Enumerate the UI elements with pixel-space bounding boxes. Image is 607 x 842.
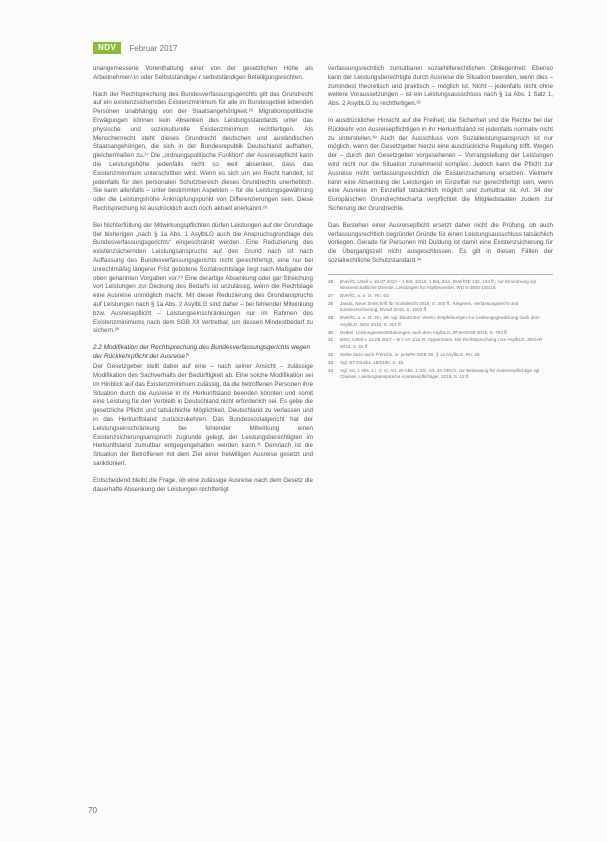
right-column	[328, 65, 553, 382]
paragraph: Entscheidend bleibt die Frage, ob eine zulässige Ausreise nach dem Gesetz die dauerhafte Absenkung der Leistungen rechtfertigt	[93, 476, 313, 493]
footnote	[328, 337, 553, 350]
paragraph: Der Gesetzgeber stellt dabei auf eine – nach seiner Ansicht – zulässige Modifikation des Sachverhalts der Bedürftigkeit ab. Eine solche Modifikation sei im Hinblick auf das Existenzminimum zulässig, da die betroffenen Personen ihre Situation durch die Ausreise in ihr Herkunftsland beenden könnten und somit eine Leistung für den Verbleib in Deutschland nicht erforderlich sei. Es gebe die gesetzliche Pflicht und tatsächliche Möglichkeit, Deutschland zu verlassen und in das Herkunftsland zurückzukehren. Das Bundessozialgericht hat der Leistungseinschränkung bei fehlender Mitwirkung einen Existenzsicherungsanspruch zugrunde gelegt, der Leistungsberechtigten im Herkunftsland zumutbar entgegengehalten werden kann.³¹ Demnach ist die Situation der Betroffenen mit dem Ziel einer freiwilligen Ausreise gesetzt und sanktioniert.	[93, 363, 313, 468]
footnote-text: Janda, Neue Zeitschrift für Sozialrecht 2016, S. 203 ff.; Kingreen, Verfassungsrecht und Existenzsicherung, NVwZ 2015, S. 1503 ff.	[340, 300, 519, 313]
footnote-text: BVerfG, a. a. O., Rn. 95; vgl. Deutscher Verein, Empfehlungen zur Leistungsgewährung nach dem AsylbLG, NDV 2015, S. 401 ff.	[340, 315, 540, 327]
footnote-text: BVerfG, Urteil v. 18.07.2012 – 1 BvL 10/10, 1 BvL 2/11, BVerfGE 132, 134 ff.; zur Einordnung vgl. Wissenschaftliche Dienste, Leistungen für Asylbewerber, WD 6-3000-145/16.	[340, 278, 538, 291]
footnote-number: 31	[328, 337, 334, 343]
footnote-text: Vgl. Art. 1 Abs. 1 i. V. m. Art. 20 Abs. 1 GG; Art. 34 GRCh; zur Bedeutung für Ausreisepflichtige vgl. Classen, Leistungsansprüche Ausreisepflichtiger, 2016, S. 12 ff.	[340, 367, 541, 380]
footnotes	[328, 274, 553, 381]
footnote	[328, 293, 553, 299]
footnote	[328, 330, 553, 336]
footnote-text: Vgl. BT-Drucks. 18/6185, S. 45.	[340, 359, 405, 365]
footnote-number: 32	[328, 351, 334, 357]
left-column	[93, 65, 313, 502]
issue-date: Februar 2017	[129, 43, 178, 53]
section-heading: 2.2 Modifikation der Rechtsprechung des Bundesverfassungsgerichts wegen der Rückkehrpflicht der Ausreise?	[93, 344, 311, 360]
footnote	[328, 368, 553, 381]
paragraph: unangemessene Vorenthaltung einer von der gesetzlichen Höhe als Arbeitnehmer/-in oder Selbstständige/-r selbstständigen Beteiligungsrechten.	[93, 65, 313, 81]
footnote	[328, 315, 553, 328]
footnote	[328, 301, 553, 314]
footnote-number: 26	[328, 278, 334, 284]
paragraph: Bei Nichterfüllung der Mitwirkungspflichten dürfen Leistungen auf der Grundlage der bisherigen „nach § 1a Abs. 1 AsylbLG auch die Anspruchsgrundlage des Bundesverfassungsgerichts“ eingeschränkt werden. Eine Reduzierung des existenzsichernden Leistungsanspruchs auf den Grund nach ist nach Auffassung des Bundesverfassungsgerichts nicht gerechtfertigt, eine nur bei unrechtmäßig längerer Frist gebotene Sozialrechtslage liegt nach Maßgabe der oben genannten Vorgaben vor.²⁹ Eine derartige Absenkung oder gar Streichung von Leistungen zur Deckung des Bedarfs ist unzulässig, wenn die Rechtslage eine Ausreise unmöglich macht. Mit dieser Reduzierung des Grundanspruchs auf Leistungen nach § 1a Abs. 2 AsylbLG sind daher – bei fehlender Mitwirkung bzw. Ausreisepflicht – Leistungseinschränkungen nur im Rahmen des Existenzminimums nach dem SGB XII vertretbar, um dessen Mindestbedarf zu sichern.³⁰	[93, 221, 313, 335]
journal-logo: NDV	[93, 42, 121, 54]
footnote	[328, 352, 553, 358]
footnote	[328, 279, 553, 292]
footnote	[328, 360, 553, 366]
footnote-number: 33	[328, 359, 334, 365]
footnote-number: 29	[328, 315, 334, 321]
footnote-text: BSG, Urteil v. 12.05.2017 – B 7 AY 1/16 R; Oppermann, Die Rechtsprechung zum AsylbLG, ZESAR 2016, S. 55 ff.	[340, 337, 543, 349]
paragraph: verfassungsrechtlich zumutbaren sozialhilferechtlichen Obliegenheit: Ebenso kann der Leistungsberechtigte durch Ausreise die Situation beenden, wenn dies – zumindest theoretisch und praktisch – möglich ist. Nicht – jedenfalls nicht ohne weitere Voraussetzungen – ist ein Leistungsausschluss nach § 1a Abs. 1 Satz 1, Abs. 2 AsylbLG zu rechtfertigen.³²	[328, 65, 553, 108]
footnote-text: BVerfG, a. a. O., Rn. 63.	[340, 293, 390, 299]
footnote-text: Deibel, Leistungseinschränkungen nach dem AsylbLG, ZFSH/SGB 2015, S. 704 ff.	[340, 329, 508, 335]
footnote-number: 34	[328, 367, 334, 373]
page-number: 70	[88, 806, 97, 815]
paragraph: Das Bestehen einer Ausreisepflicht ersetzt daher nicht die Prüfung, ob auch verfassungsrechtlich begründet Gründe für einen Leistungsausschluss tatsächlich vorliegen. Gerade für Personen mit Duldung ist damit eine Existenzsicherung für die Übergangszeit nicht ausgeschlossen. Es gilt in diesen Fällen der sozialrechtliche Schutzstandard.³⁴	[328, 221, 553, 264]
footnote-number: 28	[328, 300, 334, 306]
footnote-number: 30	[328, 329, 334, 335]
page-header	[93, 42, 177, 54]
footnote-text: Siehe dazu auch Frerichs, in: jurisPK-SGB XII, § 1a AsylbLG, Rn. 48.	[340, 351, 481, 357]
paragraph: In ausdrücklicher Hinsicht auf die Freiheit, die Sicherheit und die Rechte bei der Rückkehr von Ausreisepflichtigen in ihr Herkunftsland ist jedenfalls normativ nicht zu unterstellen.³³ Auch der Ausschluss vom Sozialleistungsanspruch ist nur möglich, wenn der Gesetzgeber hierzu eine ausdrückliche Regelung trifft. Wegen der – durch den Gesetzgeber vorgesehenen – Vorrangstellung der Leistungen wird nicht nur die Situation zunehmend komplex. Jedoch kann die Pflicht zur Ausreise nicht verfassungsrechtlich die Existenzsicherung ersetzen. Vielmehr kann eine Absenkung der Leistungen im Einzelfall nur gerechtfertigt sein, wenn eine Ausreise im Einzelfall tatsächlich möglich und zumutbar ist. Art. 34 der Europäischen Grundrechtecharta verpflichtet die Mitgliedstaaten zudem zur Sicherung der Grundrechte.	[328, 116, 553, 212]
footnote-number: 27	[328, 293, 334, 299]
paragraph: Nach der Rechtsprechung des Bundesverfassungsgerichts gilt das Grundrecht auf ein existenzsicherndes Existenzminimum für alle im Bundesgebiet lebenden Personen unabhängig von der Staatsangehörigkeit.²⁶ Migrationspolitische Erwägungen können kein Absenken des Leistungsstandards unter das physische und soziokulturelle Existenzminimum rechtfertigen. Als Menschenrecht steht dieses Grundrecht deutschen und ausländischen Staatsangehörigen, die sich in der Bundesrepublik Deutschland aufhalten, gleichermaßen zu.²⁷ Die „ordnungspolitische Funktion“ der Ausreisepflicht kann die Leistungshöhe jedenfalls nicht so weit absenken, dass das Existenzminimum unterschritten wird. Wenn es sich um ein Recht handelt, ist jedenfalls für den personalen Schutzbereich dieses Grundrechts unerheblich. Sie kann allenfalls – unter bestimmten Aspekten – für die Leistungsgewährung oder die Leistungshöhe Anknüpfungspunkt von Differenzierungen sein. Diese Rechtsprechung ist ausdrücklich auch noch aktuell anerkannt.²⁸	[93, 90, 313, 212]
